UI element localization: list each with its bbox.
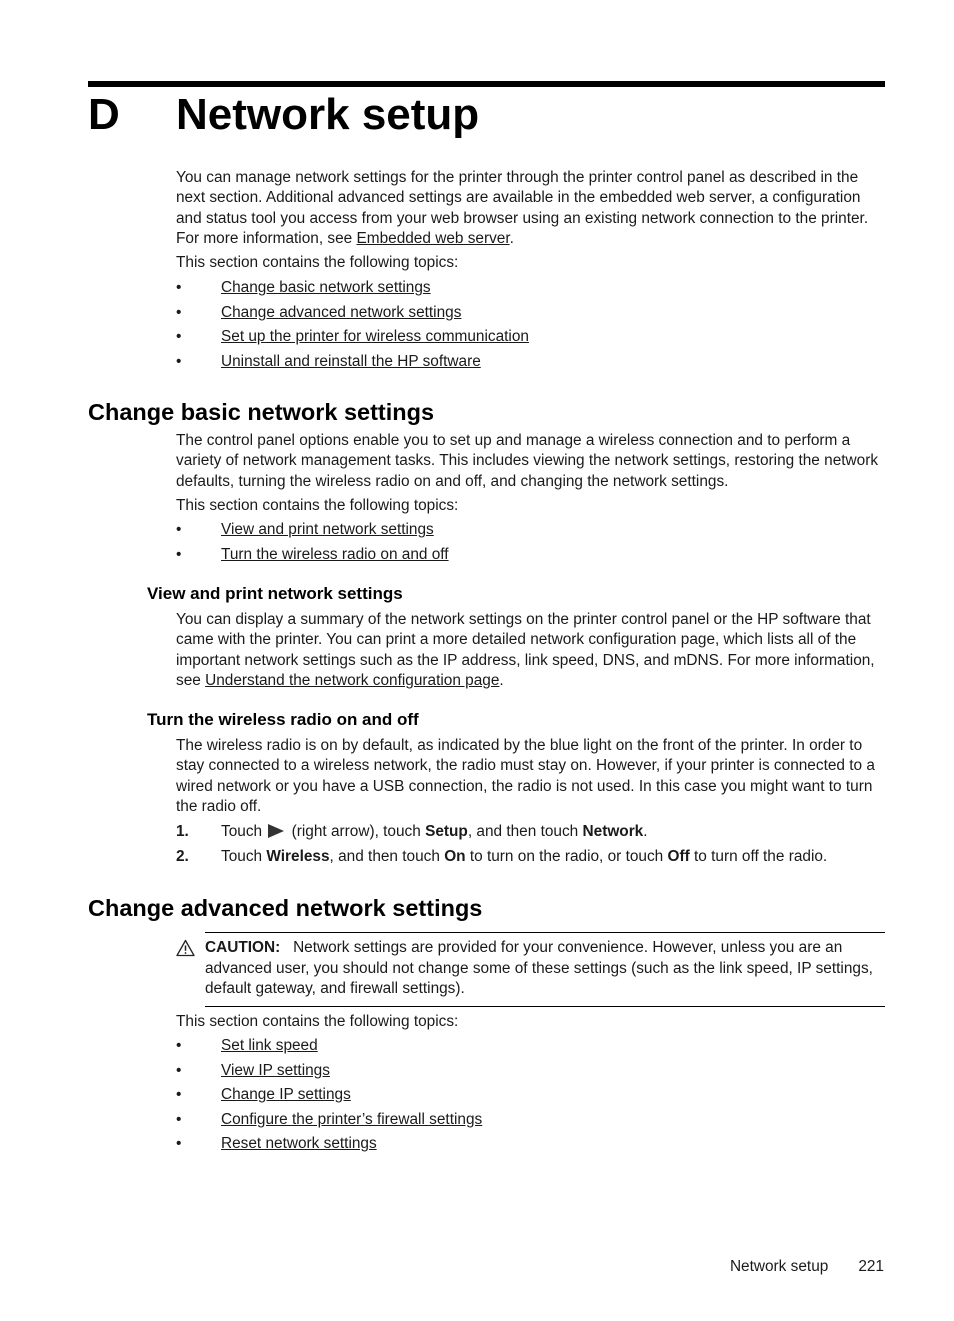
topic-link-radio[interactable]: Turn the wireless radio on and off — [221, 545, 449, 563]
topic-link-view-print[interactable]: View and print network settings — [221, 521, 434, 538]
list-item — [176, 352, 529, 377]
caution-label: CAUTION: — [205, 939, 281, 956]
bullet: • — [176, 1086, 182, 1103]
heading-radio: Turn the wireless radio on and off — [147, 710, 419, 729]
list-item — [176, 1085, 482, 1110]
step-text: Touch — [221, 847, 267, 865]
topic-link-wireless[interactable]: Set up the printer for wireless communication — [221, 328, 529, 345]
caution-top-rule — [205, 932, 885, 933]
page-footer — [730, 1257, 884, 1277]
radio-paragraph: The wireless radio is on by default, as indicated by the blue light on the front of the printer. In order to stay connected to a wireless network, the radio must stay on. However, if your printer is connected to a wired network or you have a USB connection, the radio is not used. In this case you might want to turn the radio off. — [176, 737, 875, 815]
heading-basic-network-settings: Change basic network settings — [88, 399, 435, 425]
bullet: • — [176, 1135, 182, 1152]
view-text: You can display a summary of the network settings on the printer control panel or the HP software that came with the printer. You can print a more detailed network configuration page, which lists all of the important network settings such as the IP address, link speed, DNS, and mDNS. For more information, see — [176, 611, 875, 689]
radio-steps — [176, 822, 888, 871]
bullet: • — [176, 1110, 182, 1128]
basic-paragraph: The control panel options enable you to set up and manage a wireless connection and to perform a variety of network management tasks. This includes viewing the network settings, restoring the network defaults, turning the wireless radio on and off, and changing the network settings. — [176, 432, 879, 490]
step-bold: Setup — [425, 823, 468, 840]
intro-text: You can manage network settings for the printer through the printer control panel as described in the next section. Additional advanced settings are available in the embedded web server, a configuration and status tool you access from your web browser using an existing network connection to the printer. For more information, see — [176, 169, 869, 247]
intro-topics-lead: This section contains the following topics: — [176, 254, 459, 271]
embedded-web-server-link[interactable]: Embedded web server — [356, 229, 510, 247]
list-item — [176, 520, 449, 545]
heading-view-print: View and print network settings — [147, 584, 403, 603]
bullet: • — [176, 1037, 182, 1054]
list-item — [176, 1061, 482, 1086]
view-text-end: . — [499, 671, 504, 689]
topic-link-advanced[interactable]: Change advanced network settings — [221, 303, 462, 321]
bullet: • — [176, 303, 182, 321]
step-text: , and then touch — [329, 847, 445, 865]
basic-topics-lead: This section contains the following topics: — [176, 497, 459, 514]
topic-link-link-speed[interactable]: Set link speed — [221, 1037, 318, 1054]
step-number: 2. — [176, 847, 189, 865]
bullet: • — [176, 328, 182, 345]
chapter-top-rule — [88, 81, 885, 87]
step-text: . — [643, 823, 648, 840]
view-paragraph — [176, 610, 888, 691]
intro-text-end: . — [509, 229, 514, 247]
topic-link-reset[interactable]: Reset network settings — [221, 1135, 377, 1152]
step-2 — [176, 847, 888, 872]
footer-label: Network setup — [729, 1258, 829, 1275]
advanced-topics-lead: This section contains the following topics: — [176, 1013, 459, 1030]
step-1 — [176, 822, 888, 847]
list-item — [176, 1036, 482, 1061]
intro-paragraph — [176, 168, 888, 249]
step-text: (right arrow), touch — [287, 823, 426, 840]
step-text: Touch — [221, 823, 267, 840]
caution-bottom-rule — [205, 1006, 885, 1007]
step-bold: Wireless — [266, 847, 330, 865]
list-item — [176, 1134, 482, 1159]
list-item — [176, 303, 529, 328]
step-text: to turn off the radio. — [689, 847, 828, 865]
basic-topic-list — [176, 520, 449, 569]
step-text: to turn on the radio, or touch — [465, 847, 668, 865]
topic-link-firewall[interactable]: Configure the printer’s firewall settings — [221, 1110, 483, 1128]
caution-triangle-icon — [176, 939, 195, 957]
heading-advanced-network-settings: Change advanced network settings — [88, 895, 483, 921]
topic-link-uninstall[interactable]: Uninstall and reinstall the HP software — [221, 352, 481, 370]
list-item — [176, 278, 529, 303]
step-bold: Network — [582, 823, 644, 840]
page-number: 221 — [858, 1258, 884, 1275]
topic-link-view-ip[interactable]: View IP settings — [221, 1061, 330, 1079]
intro-topic-list — [176, 278, 529, 376]
step-bold: Off — [667, 847, 690, 865]
step-bold: On — [444, 847, 466, 865]
right-arrow-icon — [268, 824, 284, 838]
step-text: , and then touch — [467, 823, 583, 840]
list-item — [176, 545, 449, 570]
bullet: • — [176, 352, 182, 370]
bullet: • — [176, 545, 182, 563]
topic-link-change-ip[interactable]: Change IP settings — [221, 1086, 351, 1103]
advanced-topic-list — [176, 1036, 482, 1159]
bullet: • — [176, 1061, 182, 1079]
list-item — [176, 327, 529, 352]
network-config-page-link[interactable]: Understand the network configuration page — [205, 671, 500, 689]
step-number: 1. — [176, 823, 189, 840]
bullet: • — [176, 521, 182, 538]
bullet: • — [176, 279, 182, 296]
chapter-title: Network setup — [176, 90, 480, 139]
list-item — [176, 1110, 482, 1135]
caution-note — [205, 938, 885, 1000]
topic-link-basic[interactable]: Change basic network settings — [221, 279, 431, 296]
chapter-letter: D — [88, 90, 120, 139]
caution-text: Network settings are provided for your convenience. However, unless you are an advanced user, you should not change some of these settings (such as the link speed, IP settings, default gateway, and firewall settings). — [205, 939, 873, 997]
